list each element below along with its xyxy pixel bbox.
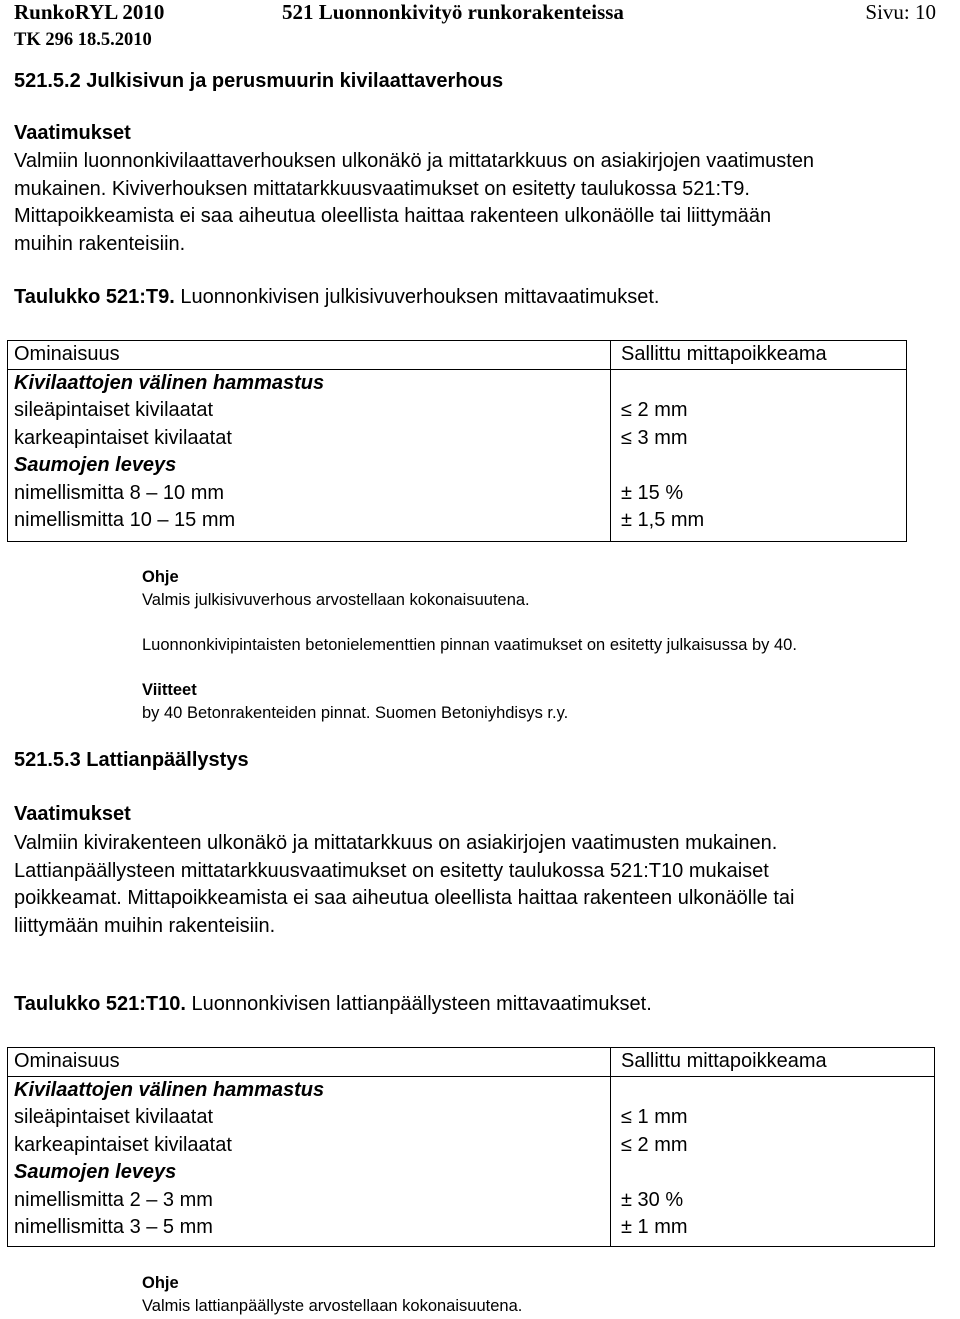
column-header-tolerance: Sallittu mittapoikkeama <box>621 1050 827 1072</box>
row-value: ≤ 1 mm <box>621 1106 688 1128</box>
header-cell-property <box>8 341 611 370</box>
text-line: poikkeamat. Mittapoikkeamista ei saa aiheutua oleellista haittaa rakenteen ulkonäölle tai <box>14 887 795 909</box>
row-label: nimellismitta 3 – 5 mm <box>14 1216 213 1238</box>
text-line: liittymään muihin rakenteisiin. <box>14 914 276 937</box>
text-line: Lattianpäällysteen mittatarkkuusvaatimukset on esitetty taulukossa 521:T10 mukaiset <box>14 859 769 882</box>
guide-heading: Ohje <box>142 1274 179 1292</box>
group-title: Saumojen leveys <box>14 1161 177 1183</box>
table-521-t10 <box>7 1047 935 1247</box>
guide-text: Valmis lattianpäällyste arvostellaan kokonaisuutena. <box>142 1297 523 1315</box>
text-line: Valmiin kivirakenteen ulkonäkö ja mittatarkkuus on asiakirjojen vaatimusten mukainen. <box>14 832 778 854</box>
table-caption-label: Taulukko 521:T10. <box>14 993 186 1015</box>
row-label: sileäpintaiset kivilaatat <box>14 399 213 421</box>
header-cell-tolerance <box>611 341 907 370</box>
property-cell <box>8 1076 611 1246</box>
column-header-tolerance: Sallittu mittapoikkeama <box>621 343 827 365</box>
header-cell-property <box>8 1048 611 1077</box>
group-title: Kivilaattojen välinen hammastus <box>14 1078 325 1101</box>
row-label: sileäpintaiset kivilaatat <box>14 1106 213 1128</box>
requirements-text <box>14 830 960 940</box>
column-header-property: Ominaisuus <box>14 343 120 365</box>
row-label: nimellismitta 2 – 3 mm <box>14 1188 213 1211</box>
references-text: by 40 Betonrakenteiden pinnat. Suomen Betoniyhdisys r.y. <box>142 704 569 722</box>
row-value: ≤ 2 mm <box>621 1133 688 1156</box>
table-caption-text: Luonnonkivisen julkisivuverhouksen mittavaatimukset. <box>180 286 660 308</box>
property-cell <box>8 369 611 541</box>
table-body-row <box>8 369 907 541</box>
table-caption-label: Taulukko 521:T9. <box>14 286 175 308</box>
requirements-heading: Vaatimukset <box>14 122 131 144</box>
table-caption-t9 <box>14 286 660 309</box>
group-title: Kivilaattojen välinen hammastus <box>14 371 325 394</box>
row-value: ± 1 mm <box>621 1216 688 1238</box>
table-body-row <box>8 1076 935 1246</box>
tolerance-cell <box>611 369 907 541</box>
guide-text: Valmis julkisivuverhous arvostellaan kokonaisuutena. <box>142 591 530 609</box>
row-label: karkeapintaiset kivilaatat <box>14 1133 232 1156</box>
page-number: Sivu: 10 <box>865 0 936 24</box>
text-line: muihin rakenteisiin. <box>14 232 186 255</box>
row-value: ≤ 3 mm <box>621 426 688 449</box>
table-caption-text: Luonnonkivisen lattianpäällysteen mittavaatimukset. <box>191 993 652 1015</box>
row-value: ± 30 % <box>621 1188 684 1211</box>
header-cell-tolerance <box>611 1048 935 1077</box>
doc-reference: TK 296 18.5.2010 <box>14 30 152 50</box>
row-value: ± 15 % <box>621 481 684 504</box>
table-header-row <box>8 1048 935 1077</box>
column-header-property: Ominaisuus <box>14 1050 120 1072</box>
requirements-text <box>14 148 960 258</box>
row-value: ± 1,5 mm <box>621 509 705 531</box>
chapter-title: 521 Luonnonkivityö runkorakenteissa <box>282 0 624 24</box>
section-heading-521-5-2: 521.5.2 Julkisivun ja perusmuurin kivilaattaverhous <box>14 70 504 92</box>
guide-heading: Ohje <box>142 568 179 586</box>
guide-text: Luonnonkivipintaisten betonielementtien pinnan vaatimukset on esitetty julkaisussa by 40. <box>142 636 797 654</box>
section-heading-521-5-3: 521.5.3 Lattianpäällystys <box>14 749 249 771</box>
spacer <box>621 370 902 398</box>
row-value: ≤ 2 mm <box>621 399 688 421</box>
requirements-heading: Vaatimukset <box>14 803 131 825</box>
row-label: nimellismitta 8 – 10 mm <box>14 481 225 504</box>
spacer <box>621 1159 930 1187</box>
row-label: nimellismitta 10 – 15 mm <box>14 509 236 531</box>
spacer <box>621 1077 930 1105</box>
tolerance-cell <box>611 1076 935 1246</box>
references-heading: Viitteet <box>142 681 197 699</box>
table-header-row <box>8 341 907 370</box>
table-521-t9 <box>7 340 907 542</box>
text-line: mukainen. Kiviverhouksen mittatarkkuusvaatimukset on esitetty taulukossa 521:T9. <box>14 177 750 200</box>
group-title: Saumojen leveys <box>14 454 177 476</box>
spacer <box>621 452 902 480</box>
row-label: karkeapintaiset kivilaatat <box>14 426 232 449</box>
doc-name: RunkoRYL 2010 <box>14 0 165 24</box>
text-line: Mittapoikkeamista ei saa aiheutua oleellista haittaa rakenteen ulkonäölle tai liittymään <box>14 205 772 227</box>
table-caption-t10 <box>14 993 652 1016</box>
text-line: Valmiin luonnonkivilaattaverhouksen ulkonäkö ja mittatarkkuus on asiakirjojen vaatimusten <box>14 150 815 172</box>
